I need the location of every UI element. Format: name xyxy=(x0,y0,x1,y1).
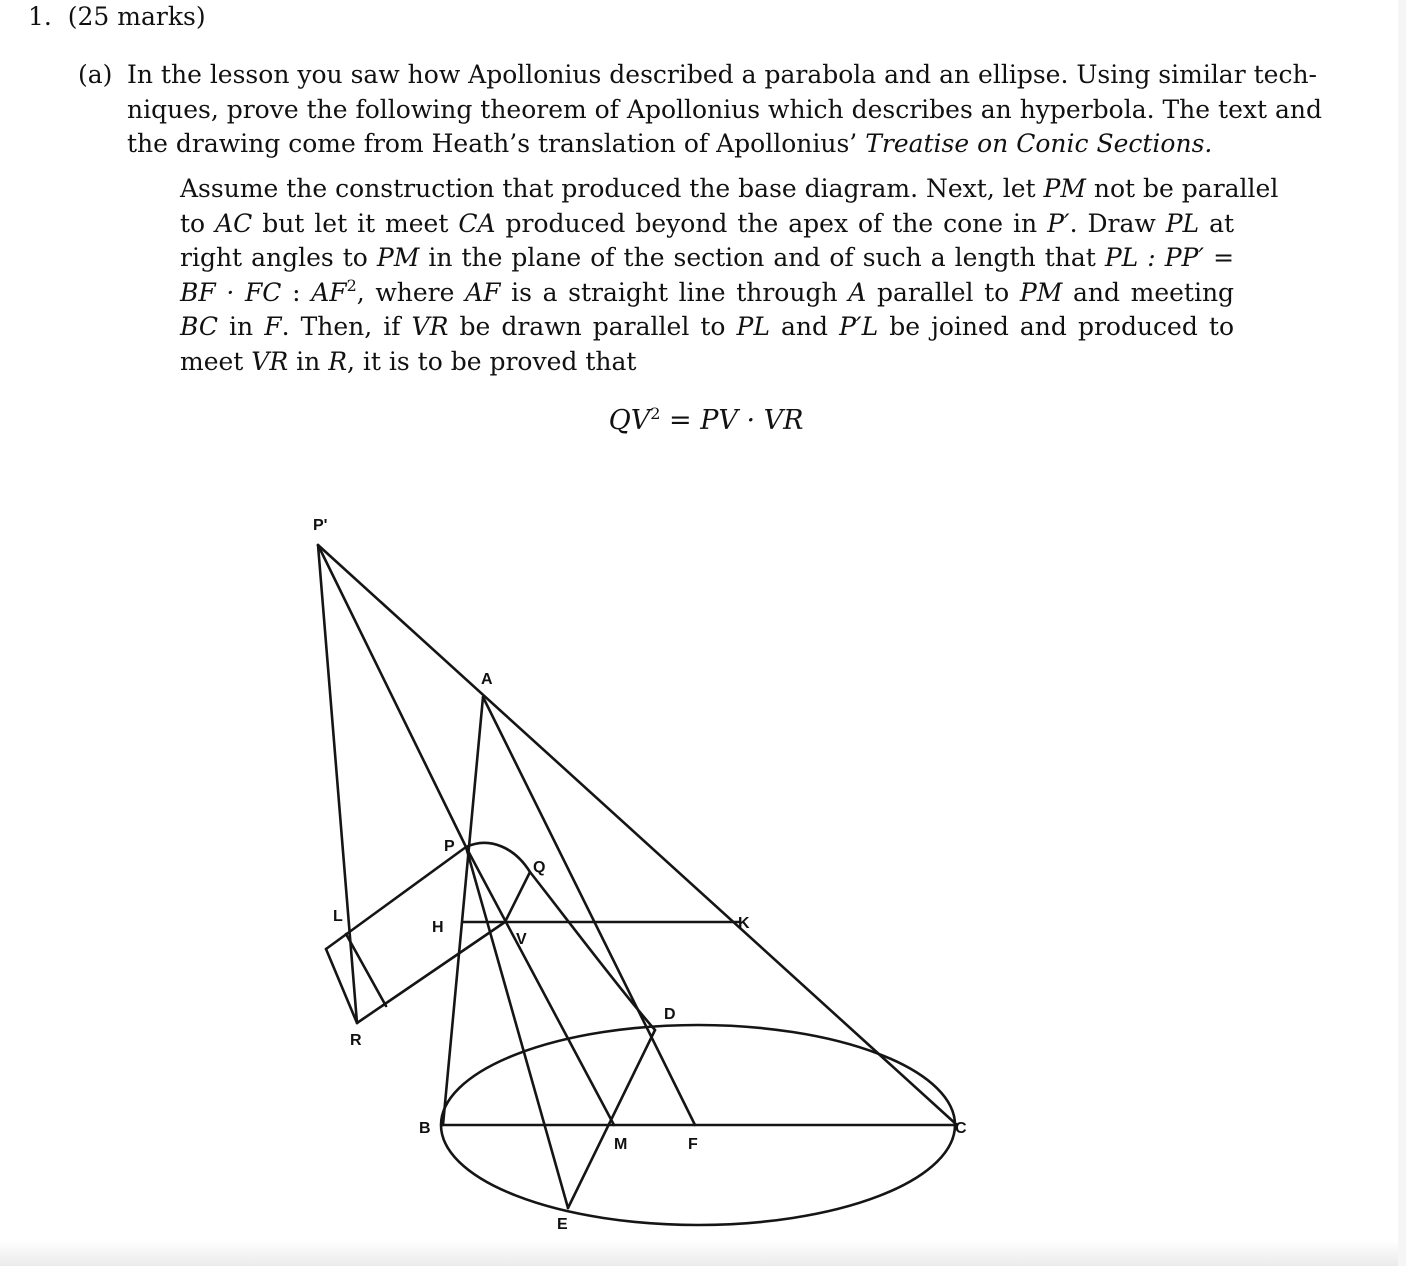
question-number: 1. xyxy=(28,2,52,31)
label-d: D xyxy=(664,1006,676,1023)
intro-line: the drawing come from Heath’s translation of Apollonius’ xyxy=(127,129,858,158)
label-p: P xyxy=(444,838,455,855)
figure-lines xyxy=(318,545,957,1225)
line-p-prime-r xyxy=(318,545,357,1023)
quote-line-3: right angles to PM in the plane of the section and of such a length that PL : PP′ = xyxy=(180,243,1235,273)
label-h: H xyxy=(432,919,444,936)
equation-exponent: 2 xyxy=(650,404,661,423)
book-title: Treatise on Conic Sections. xyxy=(865,129,1213,158)
label-v: V xyxy=(516,931,527,948)
line-d-e xyxy=(568,1030,655,1208)
equation-rhs: = PV · VR xyxy=(668,405,804,436)
line-p-m xyxy=(466,847,614,1125)
quote-line-5: BC in F. Then, if VR be drawn parallel to PL and P′L be joined and produced to xyxy=(180,312,1235,342)
label-f: F xyxy=(688,1136,698,1153)
label-a: A xyxy=(481,671,493,688)
label-e: E xyxy=(557,1216,568,1233)
line-p-prime-c xyxy=(318,545,957,1125)
label-m: M xyxy=(614,1136,628,1153)
label-r: R xyxy=(350,1032,362,1049)
label-c: C xyxy=(955,1120,967,1137)
quote-line-2: to AC but let it meet CA produced beyond the apex of the cone in P′. Draw PL at xyxy=(180,208,1235,238)
hyperbola-section xyxy=(466,843,655,1030)
label-l: L xyxy=(333,908,343,925)
equation-lhs: QV xyxy=(608,405,651,436)
question-marks: (25 marks) xyxy=(67,2,206,31)
line-q-v xyxy=(505,872,530,922)
line-r-v xyxy=(357,922,505,1023)
bottom-edge-shade xyxy=(0,1240,1406,1266)
scrollbar-track[interactable] xyxy=(1398,0,1406,1266)
intro-line: In the lesson you saw how Apollonius described a parabola and an ellipse. Using similar tech- xyxy=(127,60,1318,89)
quote-line-4: BF · FC : $AF^2$, where AF is a straight line through A parallel to PM and meeting xyxy=(180,275,1235,307)
label-q: Q xyxy=(533,859,546,876)
quote-line-6: meet VR in R, it is to be proved that xyxy=(180,346,637,376)
label-k: K xyxy=(738,915,750,932)
line-a-f xyxy=(483,697,695,1125)
label-p-prime: P' xyxy=(313,517,328,534)
quote-line-1: Assume the construction that produced the base diagram. Next, let PM not be parallel xyxy=(180,174,1279,203)
part-label: (a) xyxy=(78,60,113,89)
line-a-b xyxy=(443,697,483,1125)
intro-line: niques, prove the following theorem of Apollonius which describes an hyperbola. The text and xyxy=(127,94,1322,124)
label-b: B xyxy=(419,1120,431,1137)
